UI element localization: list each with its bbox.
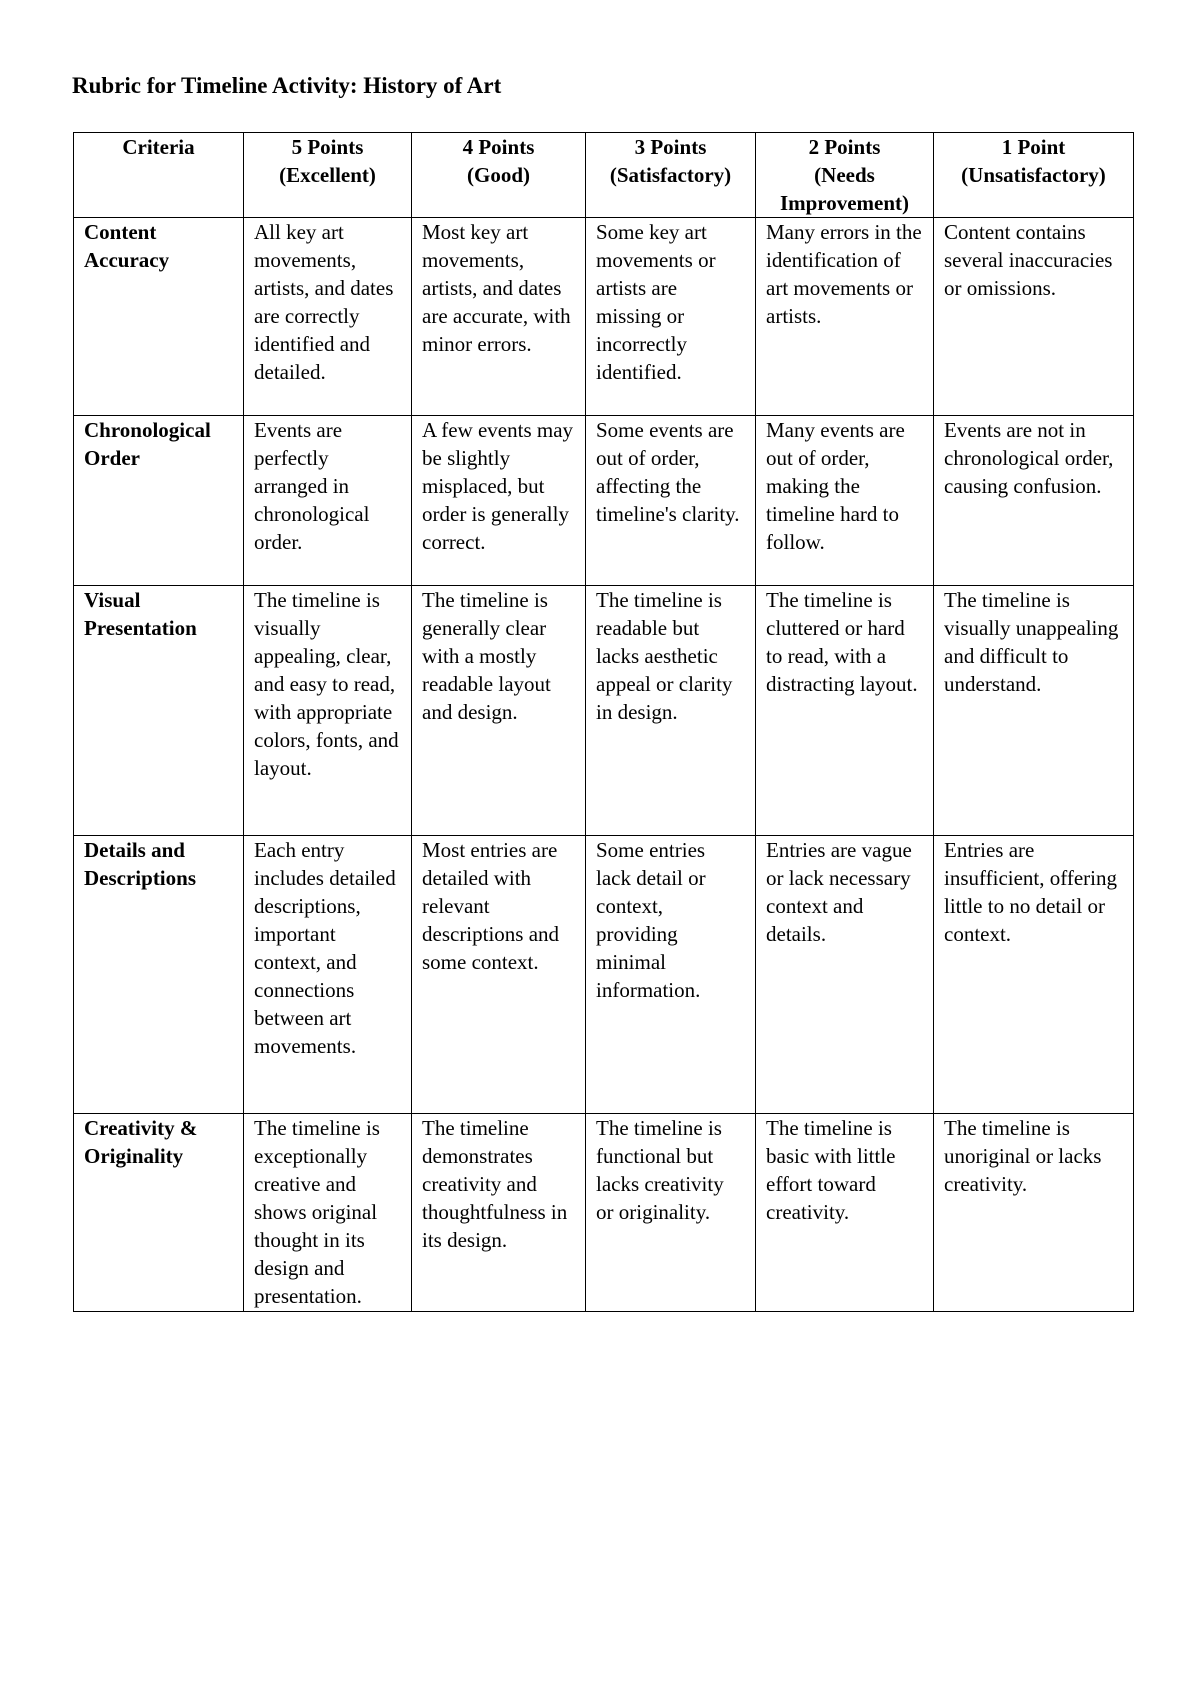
- header-rating: (Satisfactory): [609, 163, 732, 187]
- score-cell-3: The timeline is functional but lacks creativity or originality.: [586, 1114, 756, 1312]
- score-cell-3: Some entries lack detail or context, providing minimal information.: [586, 836, 756, 1114]
- header-points: 4 Points: [462, 135, 535, 159]
- header-points: 2 Points: [808, 135, 881, 159]
- score-cell-5: The timeline is exceptionally creative and shows original thought in its design and presentation.: [244, 1114, 412, 1312]
- score-cell-3: Some key art movements or artists are missing or incorrectly identified.: [586, 218, 756, 416]
- score-cell-2: The timeline is cluttered or hard to read, with a distracting layout.: [756, 586, 934, 836]
- header-points: 1 Point: [1001, 135, 1066, 159]
- table-row-chronological-order: [74, 416, 1134, 586]
- header-3-points: [586, 133, 756, 218]
- score-cell-1: The timeline is unoriginal or lacks creativity.: [934, 1114, 1134, 1312]
- header-4-points: [412, 133, 586, 218]
- header-rating: (Unsatisfactory): [961, 163, 1106, 187]
- score-cell-1: Content contains several inaccuracies or omissions.: [934, 218, 1134, 416]
- header-rating: (Needs Improvement): [779, 163, 910, 215]
- score-cell-5: Events are perfectly arranged in chronological order.: [244, 416, 412, 586]
- score-cell-4: Most entries are detailed with relevant descriptions and some context.: [412, 836, 586, 1114]
- rubric-table: [73, 132, 1134, 1312]
- header-rating: (Good): [467, 163, 530, 187]
- header-label: Criteria: [122, 135, 195, 159]
- score-cell-5: The timeline is visually appealing, clear, and easy to read, with appropriate colors, fonts, and layout.: [244, 586, 412, 836]
- score-cell-4: A few events may be slightly misplaced, but order is generally correct.: [412, 416, 586, 586]
- score-cell-1: The timeline is visually unappealing and difficult to understand.: [934, 586, 1134, 836]
- table-row-visual-presentation: [74, 586, 1134, 836]
- criteria-cell: Details and Descriptions: [74, 836, 244, 1114]
- header-2-points: [756, 133, 934, 218]
- score-cell-5: All key art movements, artists, and dates are correctly identified and detailed.: [244, 218, 412, 416]
- score-cell-1: Entries are insufficient, offering little to no detail or context.: [934, 836, 1134, 1114]
- score-cell-3: Some events are out of order, affecting the timeline's clarity.: [586, 416, 756, 586]
- page-title: Rubric for Timeline Activity: History of Art: [72, 73, 502, 98]
- score-cell-2: Entries are vague or lack necessary context and details.: [756, 836, 934, 1114]
- criteria-cell: Visual Presentation: [74, 586, 244, 836]
- score-cell-1: Events are not in chronological order, causing confusion.: [934, 416, 1134, 586]
- score-cell-2: Many events are out of order, making the timeline hard to follow.: [756, 416, 934, 586]
- header-points: 3 Points: [634, 135, 707, 159]
- score-cell-2: The timeline is basic with little effort toward creativity.: [756, 1114, 934, 1312]
- score-cell-2: Many errors in the identification of art movements or artists.: [756, 218, 934, 416]
- header-1-point: [934, 133, 1134, 218]
- table-row-content-accuracy: [74, 218, 1134, 416]
- header-rating: (Excellent): [279, 163, 376, 187]
- score-cell-4: The timeline is generally clear with a mostly readable layout and design.: [412, 586, 586, 836]
- header-points: 5 Points: [291, 135, 364, 159]
- table-row-creativity-and-originality: [74, 1114, 1134, 1312]
- score-cell-4: The timeline demonstrates creativity and thoughtfulness in its design.: [412, 1114, 586, 1312]
- score-cell-3: The timeline is readable but lacks aesthetic appeal or clarity in design.: [586, 586, 756, 836]
- score-cell-4: Most key art movements, artists, and dates are accurate, with minor errors.: [412, 218, 586, 416]
- score-cell-5: Each entry includes detailed descriptions, important context, and connections between art movements.: [244, 836, 412, 1114]
- table-row-details-and-descriptions: [74, 836, 1134, 1114]
- header-row: [74, 133, 1134, 218]
- criteria-cell: Chronological Order: [74, 416, 244, 586]
- header-5-points: [244, 133, 412, 218]
- criteria-cell: Content Accuracy: [74, 218, 244, 416]
- criteria-cell: Creativity & Originality: [74, 1114, 244, 1312]
- header-criteria: [74, 133, 244, 218]
